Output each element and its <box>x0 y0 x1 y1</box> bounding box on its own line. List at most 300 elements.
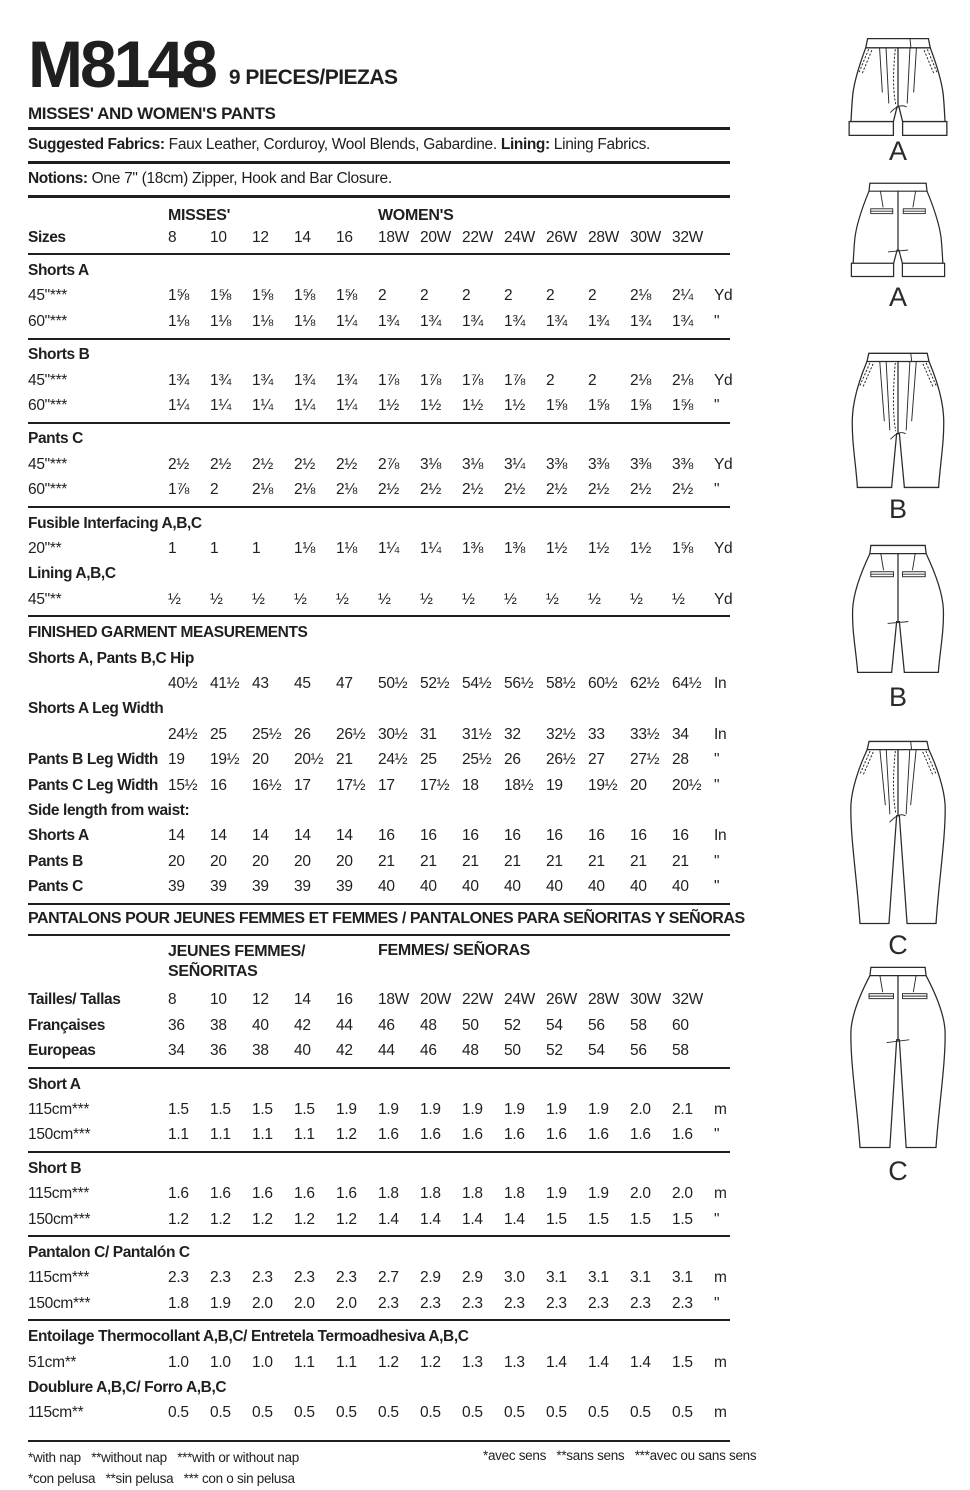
yardage-cell: 32½ <box>546 725 576 743</box>
divider <box>28 253 730 255</box>
yardage-cell: 1⅛ <box>252 312 273 330</box>
yardage-cell: 3⅜ <box>672 455 693 473</box>
table-row <box>28 478 730 503</box>
divider <box>28 1440 730 1442</box>
yardage-cell: 20W <box>420 228 451 246</box>
yardage-cell: 1.9 <box>336 1101 357 1119</box>
yardage-cell: 1¾ <box>672 312 693 330</box>
yardage-cell: 20 <box>252 751 269 769</box>
divider <box>28 161 730 164</box>
yardage-cell: 1.4 <box>630 1353 651 1371</box>
yardage-cell: ½ <box>546 590 559 608</box>
yardage-cell: 0.5 <box>462 1404 483 1422</box>
yardage-cell: 1.8 <box>504 1185 525 1203</box>
yardage-cell: 36 <box>210 1042 227 1060</box>
yardage-cell: 14 <box>294 991 311 1009</box>
yardage-cell: 2.3 <box>588 1294 609 1312</box>
yardage-cell: 14 <box>252 827 269 845</box>
yardage-cell: 1⅝ <box>168 287 189 305</box>
yardage-cell: 1⅝ <box>546 397 567 415</box>
pants-c-front-drawing <box>834 736 962 928</box>
yardage-cell: 1⅝ <box>672 397 693 415</box>
yardage-cell: 2.3 <box>336 1269 357 1287</box>
yardage-cell: 17 <box>294 776 311 794</box>
yardage-cell: 1⅜ <box>504 539 525 557</box>
section-label: Short B <box>28 1159 82 1177</box>
illustration-label-a-back: A <box>888 282 907 312</box>
table-row <box>28 393 730 418</box>
yardage-cell: 54½ <box>462 674 492 692</box>
yardage-cell: 2 <box>588 371 597 389</box>
yardage-cell: 1.9 <box>588 1101 609 1119</box>
shorts-b-front-drawing <box>834 346 962 492</box>
yardage-cell: 2½ <box>630 481 651 499</box>
lining-text: Lining Fabrics. <box>549 136 651 153</box>
yardage-cell: 21 <box>462 852 479 870</box>
yardage-cell: 44 <box>336 1016 353 1034</box>
section-label: Entoilage Thermocollant A,B,C/ Entretela Termoadhesiva A,B,C <box>28 1328 469 1346</box>
row-label: Pants C <box>28 878 83 896</box>
row-label: 60"*** <box>28 397 68 415</box>
yardage-cell: 1.9 <box>210 1294 231 1312</box>
illustration-label-b-back: B <box>888 682 907 712</box>
table-row <box>28 587 733 612</box>
yardage-cell: 2½ <box>336 455 357 473</box>
table-row <box>28 452 733 477</box>
yardage-cell: 2.0 <box>294 1294 315 1312</box>
yardage-cell: 2¼ <box>672 287 693 305</box>
yardage-cell: 1.5 <box>294 1101 315 1119</box>
yardage-cell: 1¾ <box>252 371 273 389</box>
yardage-cell: 2 <box>378 287 387 305</box>
yardage-cell: 1.8 <box>378 1185 399 1203</box>
yardage-cell: 33½ <box>630 725 660 743</box>
table-row <box>28 1013 730 1038</box>
yardage-cell: 2½ <box>546 481 567 499</box>
yardage-cell: 2½ <box>504 481 525 499</box>
yardage-cell: 2 <box>546 371 555 389</box>
yardage-cell: 43 <box>252 674 269 692</box>
yardage-cell: 2.9 <box>462 1269 483 1287</box>
yardage-cell: 2.1 <box>672 1101 693 1119</box>
yardage-cell: 30½ <box>378 725 408 743</box>
yardage-cell: 1⅝ <box>210 287 231 305</box>
yardage-cell: 2.3 <box>168 1269 189 1287</box>
yardage-cell: 17 <box>378 776 395 794</box>
yardage-cell: 24½ <box>378 751 408 769</box>
yardage-cell: 1.0 <box>210 1353 231 1371</box>
footnote-english: *with nap **without nap ***with or without nap <box>28 1450 299 1466</box>
yardage-cell: 14 <box>168 827 185 845</box>
en-yardage-table <box>28 225 733 900</box>
table-row <box>28 1039 730 1064</box>
yardage-cell: 0.5 <box>336 1404 357 1422</box>
row-label: 150cm*** <box>28 1126 91 1144</box>
unit-cell: Yd <box>714 590 733 608</box>
yardage-cell: 40 <box>462 878 479 896</box>
divider <box>28 1319 730 1321</box>
yardage-cell: 44 <box>378 1042 395 1060</box>
yardage-cell: 1.9 <box>588 1185 609 1203</box>
yardage-cell: 39 <box>210 878 227 896</box>
row-label: 150cm*** <box>28 1294 91 1312</box>
yardage-cell: 25½ <box>252 725 282 743</box>
yardage-cell: 54 <box>588 1042 605 1060</box>
yardage-cell: 1.1 <box>336 1353 357 1371</box>
yardage-cell: 2½ <box>462 481 483 499</box>
pants-c-back-drawing <box>834 962 962 1152</box>
table-row <box>28 225 730 250</box>
section-label: Shorts A Leg Width <box>28 700 164 718</box>
yardage-cell: 62½ <box>630 674 660 692</box>
yardage-cell: 0.5 <box>420 1404 441 1422</box>
yardage-cell: 24W <box>504 991 535 1009</box>
shorts-a-front-illustration <box>828 22 968 140</box>
yardage-cell: 41½ <box>210 674 240 692</box>
yardage-cell: 0.5 <box>294 1404 315 1422</box>
yardage-cell: 1.4 <box>504 1210 525 1228</box>
row-label: Françaises <box>28 1016 105 1034</box>
yardage-cell: 27½ <box>630 751 660 769</box>
row-label: Shorts A <box>28 827 89 845</box>
yardage-cell: 3⅜ <box>588 455 609 473</box>
unit-cell: In <box>714 827 727 845</box>
yardage-cell: 1.3 <box>504 1353 525 1371</box>
yardage-cell: 1.6 <box>210 1185 231 1203</box>
yardage-cell: 1¼ <box>168 397 189 415</box>
yardage-cell: 1.6 <box>252 1185 273 1203</box>
yardage-cell: 1.9 <box>504 1101 525 1119</box>
yardage-cell: ½ <box>210 590 223 608</box>
yardage-cell: 20½ <box>672 776 702 794</box>
section-label: Pantalon C/ Pantalón C <box>28 1243 190 1261</box>
yardage-cell: 2½ <box>420 481 441 499</box>
unit-cell: " <box>714 751 720 769</box>
yardage-cell: 1.9 <box>378 1101 399 1119</box>
yardage-cell: 1¼ <box>210 397 231 415</box>
yardage-cell: 20 <box>168 852 185 870</box>
yardage-cell: 52½ <box>420 674 450 692</box>
yardage-cell: 16 <box>462 827 479 845</box>
footnote-spanish: *con pelusa **sin pelusa *** con o sin pelusa <box>28 1470 295 1486</box>
shorts-b-back-illustration <box>828 540 968 676</box>
yardage-cell: 0.5 <box>504 1404 525 1422</box>
shorts-a-front-drawing <box>834 22 962 140</box>
yardage-cell: 25 <box>420 751 437 769</box>
yardage-cell: 2.0 <box>672 1185 693 1203</box>
yardage-cell: 1¾ <box>546 312 567 330</box>
yardage-cell: 1.6 <box>504 1126 525 1144</box>
divider <box>28 934 730 936</box>
yardage-cell: 20 <box>210 852 227 870</box>
yardage-cell: 1 <box>210 539 219 557</box>
yardage-cell: 40½ <box>168 674 198 692</box>
yardage-cell: 40 <box>588 878 605 896</box>
yardage-cell: 10 <box>210 991 227 1009</box>
yardage-cell: 48 <box>462 1042 479 1060</box>
yardage-cell: 26 <box>504 751 521 769</box>
yardage-cell: 1.8 <box>462 1185 483 1203</box>
yardage-cell: 21 <box>588 852 605 870</box>
size-group-womens: WOMEN'S <box>378 207 454 224</box>
unit-cell: " <box>714 852 720 870</box>
yardage-cell: 1⅛ <box>336 539 357 557</box>
yardage-cell: 1.1 <box>210 1126 231 1144</box>
yardage-cell: 2 <box>210 481 219 499</box>
yardage-cell: 2.3 <box>378 1294 399 1312</box>
yardage-cell: 28W <box>588 228 619 246</box>
yardage-cell: 1⅝ <box>252 287 273 305</box>
yardage-cell: 1.6 <box>672 1126 693 1144</box>
yardage-cell: 40 <box>378 878 395 896</box>
yardage-cell: 1.1 <box>294 1353 315 1371</box>
illustration-label-a-front: A <box>888 136 907 166</box>
yardage-cell: 50½ <box>378 674 408 692</box>
yardage-cell: 2⅞ <box>378 455 399 473</box>
table-row <box>28 671 730 696</box>
row-label: 150cm*** <box>28 1210 91 1228</box>
unit-cell: m <box>714 1101 727 1119</box>
yardage-cell: 40 <box>672 878 689 896</box>
yardage-cell: 20 <box>336 852 353 870</box>
yardage-cell: 1⅛ <box>210 312 231 330</box>
yardage-cell: 50 <box>462 1016 479 1034</box>
yardage-cell: 42 <box>336 1042 353 1060</box>
yardage-cell: 2 <box>546 287 555 305</box>
yardage-cell: 21 <box>378 852 395 870</box>
yardage-cell: 2.0 <box>630 1101 651 1119</box>
yardage-cell: 1¾ <box>630 312 651 330</box>
yardage-cell: 0.5 <box>672 1404 693 1422</box>
yardage-cell: 0.5 <box>546 1404 567 1422</box>
row-label: 60"*** <box>28 481 68 499</box>
yardage-cell: 22W <box>462 228 493 246</box>
yardage-cell: 1.6 <box>462 1126 483 1144</box>
page-title: MISSES' AND WOMEN'S PANTS <box>28 104 276 123</box>
yardage-cell: 1¾ <box>378 312 399 330</box>
section-label: Shorts B <box>28 346 90 364</box>
shorts-b-back-drawing <box>834 540 962 676</box>
yardage-cell: 1¾ <box>504 312 525 330</box>
yardage-cell: 46 <box>378 1016 395 1034</box>
yardage-cell: 2.3 <box>672 1294 693 1312</box>
row-label: 45"*** <box>28 371 68 389</box>
illustration-label-b-front: B <box>888 494 907 524</box>
yardage-cell: 64½ <box>672 674 702 692</box>
yardage-cell: 38 <box>210 1016 227 1034</box>
yardage-cell: 1.2 <box>336 1126 357 1144</box>
unit-cell: " <box>714 1294 720 1312</box>
yardage-cell: 0.5 <box>630 1404 651 1422</box>
yardage-cell: 60½ <box>588 674 618 692</box>
yardage-cell: 2.3 <box>546 1294 567 1312</box>
yardage-cell: ½ <box>588 590 601 608</box>
yardage-cell: ½ <box>462 590 475 608</box>
yardage-cell: 52 <box>546 1042 563 1060</box>
pattern-number: M8148 <box>28 27 215 102</box>
yardage-cell: 31½ <box>462 725 492 743</box>
yardage-cell: 12 <box>252 228 269 246</box>
yardage-cell: 1.4 <box>420 1210 441 1228</box>
yardage-cell: 24W <box>504 228 535 246</box>
notions-text: One 7" (18cm) Zipper, Hook and Bar Closure. <box>87 170 392 187</box>
yardage-cell: 1.2 <box>210 1210 231 1228</box>
yardage-cell: 1½ <box>462 397 483 415</box>
illustration-label-c-front: C <box>888 930 908 960</box>
yardage-cell: 1.5 <box>252 1101 273 1119</box>
yardage-cell: 1.0 <box>168 1353 189 1371</box>
yardage-cell: 1.2 <box>336 1210 357 1228</box>
table-row <box>28 1123 730 1148</box>
en-size-group-header <box>28 201 730 225</box>
yardage-cell: 16 <box>210 776 227 794</box>
yardage-cell: 1¼ <box>252 397 273 415</box>
yardage-cell: 1.2 <box>420 1353 441 1371</box>
yardage-cell: 40 <box>294 1042 311 1060</box>
yardage-cell: 48 <box>420 1016 437 1034</box>
yardage-cell: 38 <box>252 1042 269 1060</box>
yardage-cell: 19 <box>168 751 185 769</box>
yardage-cell: 0.5 <box>168 1404 189 1422</box>
yardage-cell: 3⅜ <box>630 455 651 473</box>
yardage-cell: 2⅛ <box>294 481 315 499</box>
yardage-cell: 2½ <box>294 455 315 473</box>
yardage-cell: 56 <box>630 1042 647 1060</box>
yardage-cell: 32 <box>504 725 521 743</box>
yardage-cell: 8 <box>168 228 177 246</box>
yardage-cell: 2 <box>504 287 513 305</box>
yardage-cell: 31 <box>420 725 437 743</box>
yardage-cell: 2 <box>462 287 471 305</box>
yardage-cell: 1⅛ <box>294 312 315 330</box>
yardage-cell: 30W <box>630 991 661 1009</box>
yardage-cell: 47 <box>336 674 353 692</box>
yardage-cell: 1.2 <box>252 1210 273 1228</box>
yardage-cell: 1.5 <box>546 1210 567 1228</box>
row-label: Pants B Leg Width <box>28 751 158 769</box>
yardage-cell: 1.4 <box>378 1210 399 1228</box>
unit-cell: m <box>714 1404 727 1422</box>
yardage-cell: 2.7 <box>378 1269 399 1287</box>
yardage-cell: ½ <box>504 590 517 608</box>
bilingual-banner: PANTALONS POUR JEUNES FEMMES ET FEMMES / PANTALONES PARA SEÑORITAS Y SEÑORAS <box>28 909 745 927</box>
yardage-cell: 1.5 <box>210 1101 231 1119</box>
table-row <box>28 849 730 874</box>
unit-cell: " <box>714 397 720 415</box>
size-group-femmes: FEMMES/ SEÑORAS <box>378 941 530 959</box>
yardage-cell: 26 <box>294 725 311 743</box>
yardage-cell: 17½ <box>336 776 366 794</box>
divider <box>28 506 730 508</box>
yardage-cell: 1⅞ <box>168 481 189 499</box>
pattern-envelope-back <box>28 12 757 1490</box>
yardage-cell: 2⅛ <box>336 481 357 499</box>
yardage-cell: 36 <box>168 1016 185 1034</box>
fr-metrage-table <box>28 988 730 1426</box>
size-group-jeunes-femmes: JEUNES FEMMES/ SEÑORITAS <box>168 942 306 980</box>
unit-cell: Yd <box>714 539 733 557</box>
yardage-cell: 1 <box>252 539 261 557</box>
yardage-cell: 34 <box>168 1042 185 1060</box>
yardage-cell: 1.5 <box>672 1210 693 1228</box>
yardage-cell: 16 <box>672 827 689 845</box>
yardage-cell: 16 <box>588 827 605 845</box>
yardage-cell: 58 <box>672 1042 689 1060</box>
yardage-cell: 1⅞ <box>378 371 399 389</box>
notions-line <box>28 167 730 192</box>
divider <box>28 127 730 130</box>
yardage-cell: 40 <box>252 1016 269 1034</box>
yardage-cell: 1⅝ <box>672 539 693 557</box>
notions-label: Notions: <box>28 170 88 187</box>
table-row <box>28 747 730 772</box>
yardage-cell: 2.3 <box>504 1294 525 1312</box>
section-label: Shorts A, Pants B,C Hip <box>28 649 194 667</box>
yardage-cell: ½ <box>252 590 265 608</box>
yardage-cell: 24½ <box>168 725 198 743</box>
yardage-cell: 54 <box>546 1016 563 1034</box>
yardage-cell: 1⅞ <box>420 371 441 389</box>
yardage-cell: 1 <box>168 539 177 557</box>
shorts-b-front-illustration <box>828 346 968 492</box>
divider <box>28 615 730 617</box>
section-label: Pants C <box>28 430 83 448</box>
suggested-fabrics-line <box>28 133 730 158</box>
pieces-count: 9 PIECES/PIEZAS <box>228 66 398 89</box>
yardage-cell: 26W <box>546 228 577 246</box>
yardage-cell: 20 <box>630 776 647 794</box>
yardage-cell: 1¾ <box>210 371 231 389</box>
yardage-cell: 21 <box>672 852 689 870</box>
yardage-cell: 50 <box>504 1042 521 1060</box>
yardage-cell: 1.5 <box>168 1101 189 1119</box>
yardage-cell: 1.6 <box>168 1185 189 1203</box>
yardage-cell: 18 <box>462 776 479 794</box>
illustration-label-c-back: C <box>888 1156 908 1186</box>
yardage-cell: 21 <box>504 852 521 870</box>
section-label: FINISHED GARMENT MEASUREMENTS <box>28 624 308 642</box>
yardage-cell: 1¼ <box>378 539 399 557</box>
yardage-cell: 1⅝ <box>294 287 315 305</box>
yardage-cell: 25½ <box>462 751 492 769</box>
divider <box>28 195 730 198</box>
yardage-cell: 40 <box>420 878 437 896</box>
yardage-cell: 58 <box>630 1016 647 1034</box>
yardage-cell: 2½ <box>672 481 693 499</box>
yardage-cell: ½ <box>336 590 349 608</box>
unit-cell: In <box>714 725 727 743</box>
yardage-cell: 33 <box>588 725 605 743</box>
yardage-cell: 0.5 <box>588 1404 609 1422</box>
yardage-cell: 0.5 <box>210 1404 231 1422</box>
yardage-cell: 2.0 <box>252 1294 273 1312</box>
yardage-cell: 19 <box>546 776 563 794</box>
yardage-cell: 1⅛ <box>168 312 189 330</box>
yardage-cell: 19½ <box>588 776 618 794</box>
section-label: Lining A,B,C <box>28 565 116 583</box>
yardage-cell: 16 <box>504 827 521 845</box>
yardage-cell: 1.6 <box>294 1185 315 1203</box>
yardage-cell: 1½ <box>378 397 399 415</box>
suggested-fabrics-label: Suggested Fabrics: <box>28 136 165 153</box>
yardage-cell: 16 <box>336 228 353 246</box>
yardage-cell: 1¼ <box>336 397 357 415</box>
divider <box>28 1067 730 1069</box>
yardage-cell: 1¾ <box>336 371 357 389</box>
yardage-cell: 1.6 <box>630 1126 651 1144</box>
yardage-cell: 2.9 <box>420 1269 441 1287</box>
table-row <box>28 874 730 899</box>
